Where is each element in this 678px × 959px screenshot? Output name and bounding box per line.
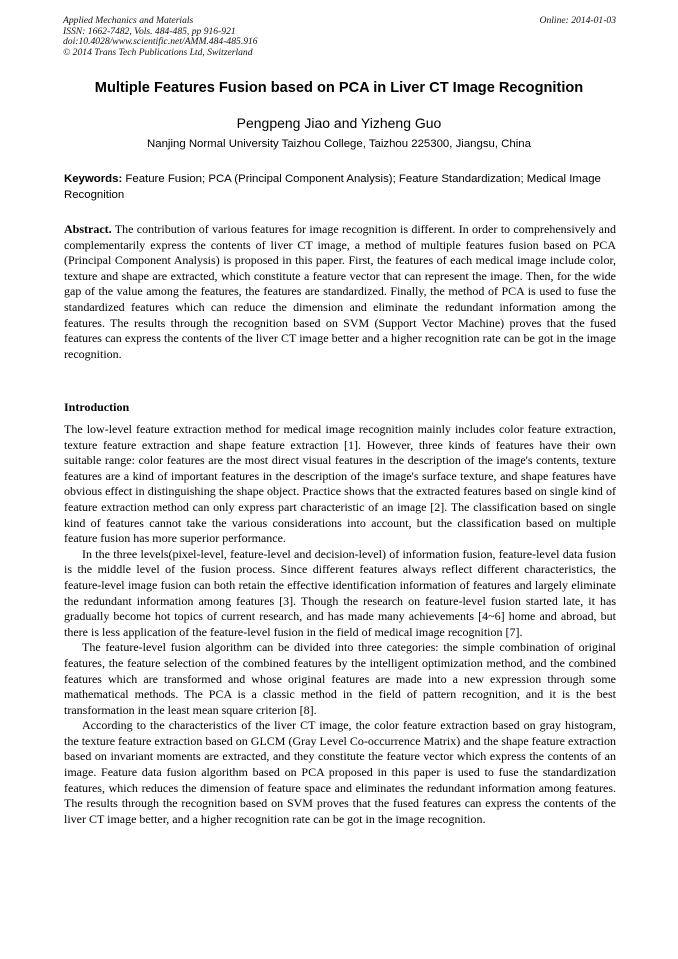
intro-paragraph: The feature-level fusion algorithm can be divided into three categories: the simple combination of original features, the feature selection of the combined features by the intelligent optimization method, and the combined features which are transformed and whose original features are made into a new expression through some mathematical methods. The PCA is a classic method in the field of pattern recognition, and it is the best transformation in the least mean square criterion [8]. xyxy=(64,640,616,717)
intro-paragraph: The low-level feature extraction method for medical image recognition mainly includes color feature extraction, texture feature extraction and shape feature extraction [1]. However, three kinds of features have their own suitable range: color features are the most direct visual features in the description of the image's contents, texture features are a kind of important features in the description of the image's surface texture, and shape features have obvious effect in distinguishing the shape object. Practice shows that the extracted features based on single kind of feature extraction method can only express part characteristic of an image [2]. The classification based on single kind of features cannot take the various considerations into account, but the classification based on multiple feature fusion has more superior performance. xyxy=(64,422,616,546)
abstract-text: The contribution of various features for image recognition is different. In order to comprehensively and complementarily express the contents of liver CT image, a method of multiple features fusion based on PCA (Principal Component Analysis) is proposed in this paper. First, the features of each medical image include color, texture and shape are extracted, which constitute a feature vector that can represent the image. Then, for the wide gap of the value among the features, the features are standardized. Finally, the method of PCA is used to fuse the standardized features which can reduce the dimension and eliminate the redundant information among the features. The results through the recognition based on SVM (Support Vector Machine) proves that the fused features can express the contents of the liver CT image better and a higher recognition rate can be got in the image recognition. xyxy=(64,222,616,361)
keywords-text: Feature Fusion; PCA (Principal Component Analysis); Feature Standardization; Medical Image Recognition xyxy=(64,173,601,201)
copyright-line: © 2014 Trans Tech Publications Ltd, Switzerland xyxy=(63,46,253,58)
keywords-label: Keywords: xyxy=(64,173,123,185)
paper-title: Multiple Features Fusion based on PCA in Liver CT Image Recognition xyxy=(94,80,584,96)
paper-authors: Pengpeng Jiao and Yizheng Guo xyxy=(236,115,442,131)
intro-paragraph: According to the characteristics of the liver CT image, the color feature extraction based on gray histogram, the texture feature extraction based on GLCM (Gray Level Co-occurrence Matrix) and the shape feature extraction based on invariant moments are extracted, and they constitute the feature vector which express the contents of an image. Feature data fusion algorithm based on PCA proposed in this paper is used to fuse the standardization features, which reduces the dimension of feature space and eliminates the redundant information among features. The results through the recognition based on SVM proves that the fused features can express the contents of the liver CT image better, and a higher recognition rate can be got in the image recognition. xyxy=(64,718,616,826)
introduction-body xyxy=(64,422,616,827)
online-date: Online: 2014-01-03 xyxy=(539,15,616,26)
keywords-block xyxy=(64,172,616,203)
abstract-block xyxy=(64,222,616,362)
paper-affiliation: Nanjing Normal University Taizhou College, Taizhou 225300, Jiangsu, China xyxy=(147,138,531,150)
doi-line: doi:10.4028/www.scientific.net/AMM.484-485.916 xyxy=(63,36,258,48)
intro-paragraph: In the three levels(pixel-level, feature-level and decision-level) of information fusion, feature-level data fusion is the middle level of the fusion process. Since different features always reflect different characteristics, the feature-level image fusion can both retain the effective identification information of features and largely eliminate the redundant information among features [3]. Though the research on feature-level fusion started late, it has gradually become hot topics of current research, and has made many achievements [4~6] home and abroad, but there is less application of the feature-level fusion in the field of medical image recognition [7]. xyxy=(64,546,616,639)
journal-name: Applied Mechanics and Materials xyxy=(63,15,194,26)
section-heading-introduction: Introduction xyxy=(64,400,130,414)
abstract-label: Abstract. xyxy=(64,222,112,236)
journal-header xyxy=(63,16,258,58)
issn-line: ISSN: 1662-7482, Vols. 484-485, pp 916-921 xyxy=(63,25,236,37)
